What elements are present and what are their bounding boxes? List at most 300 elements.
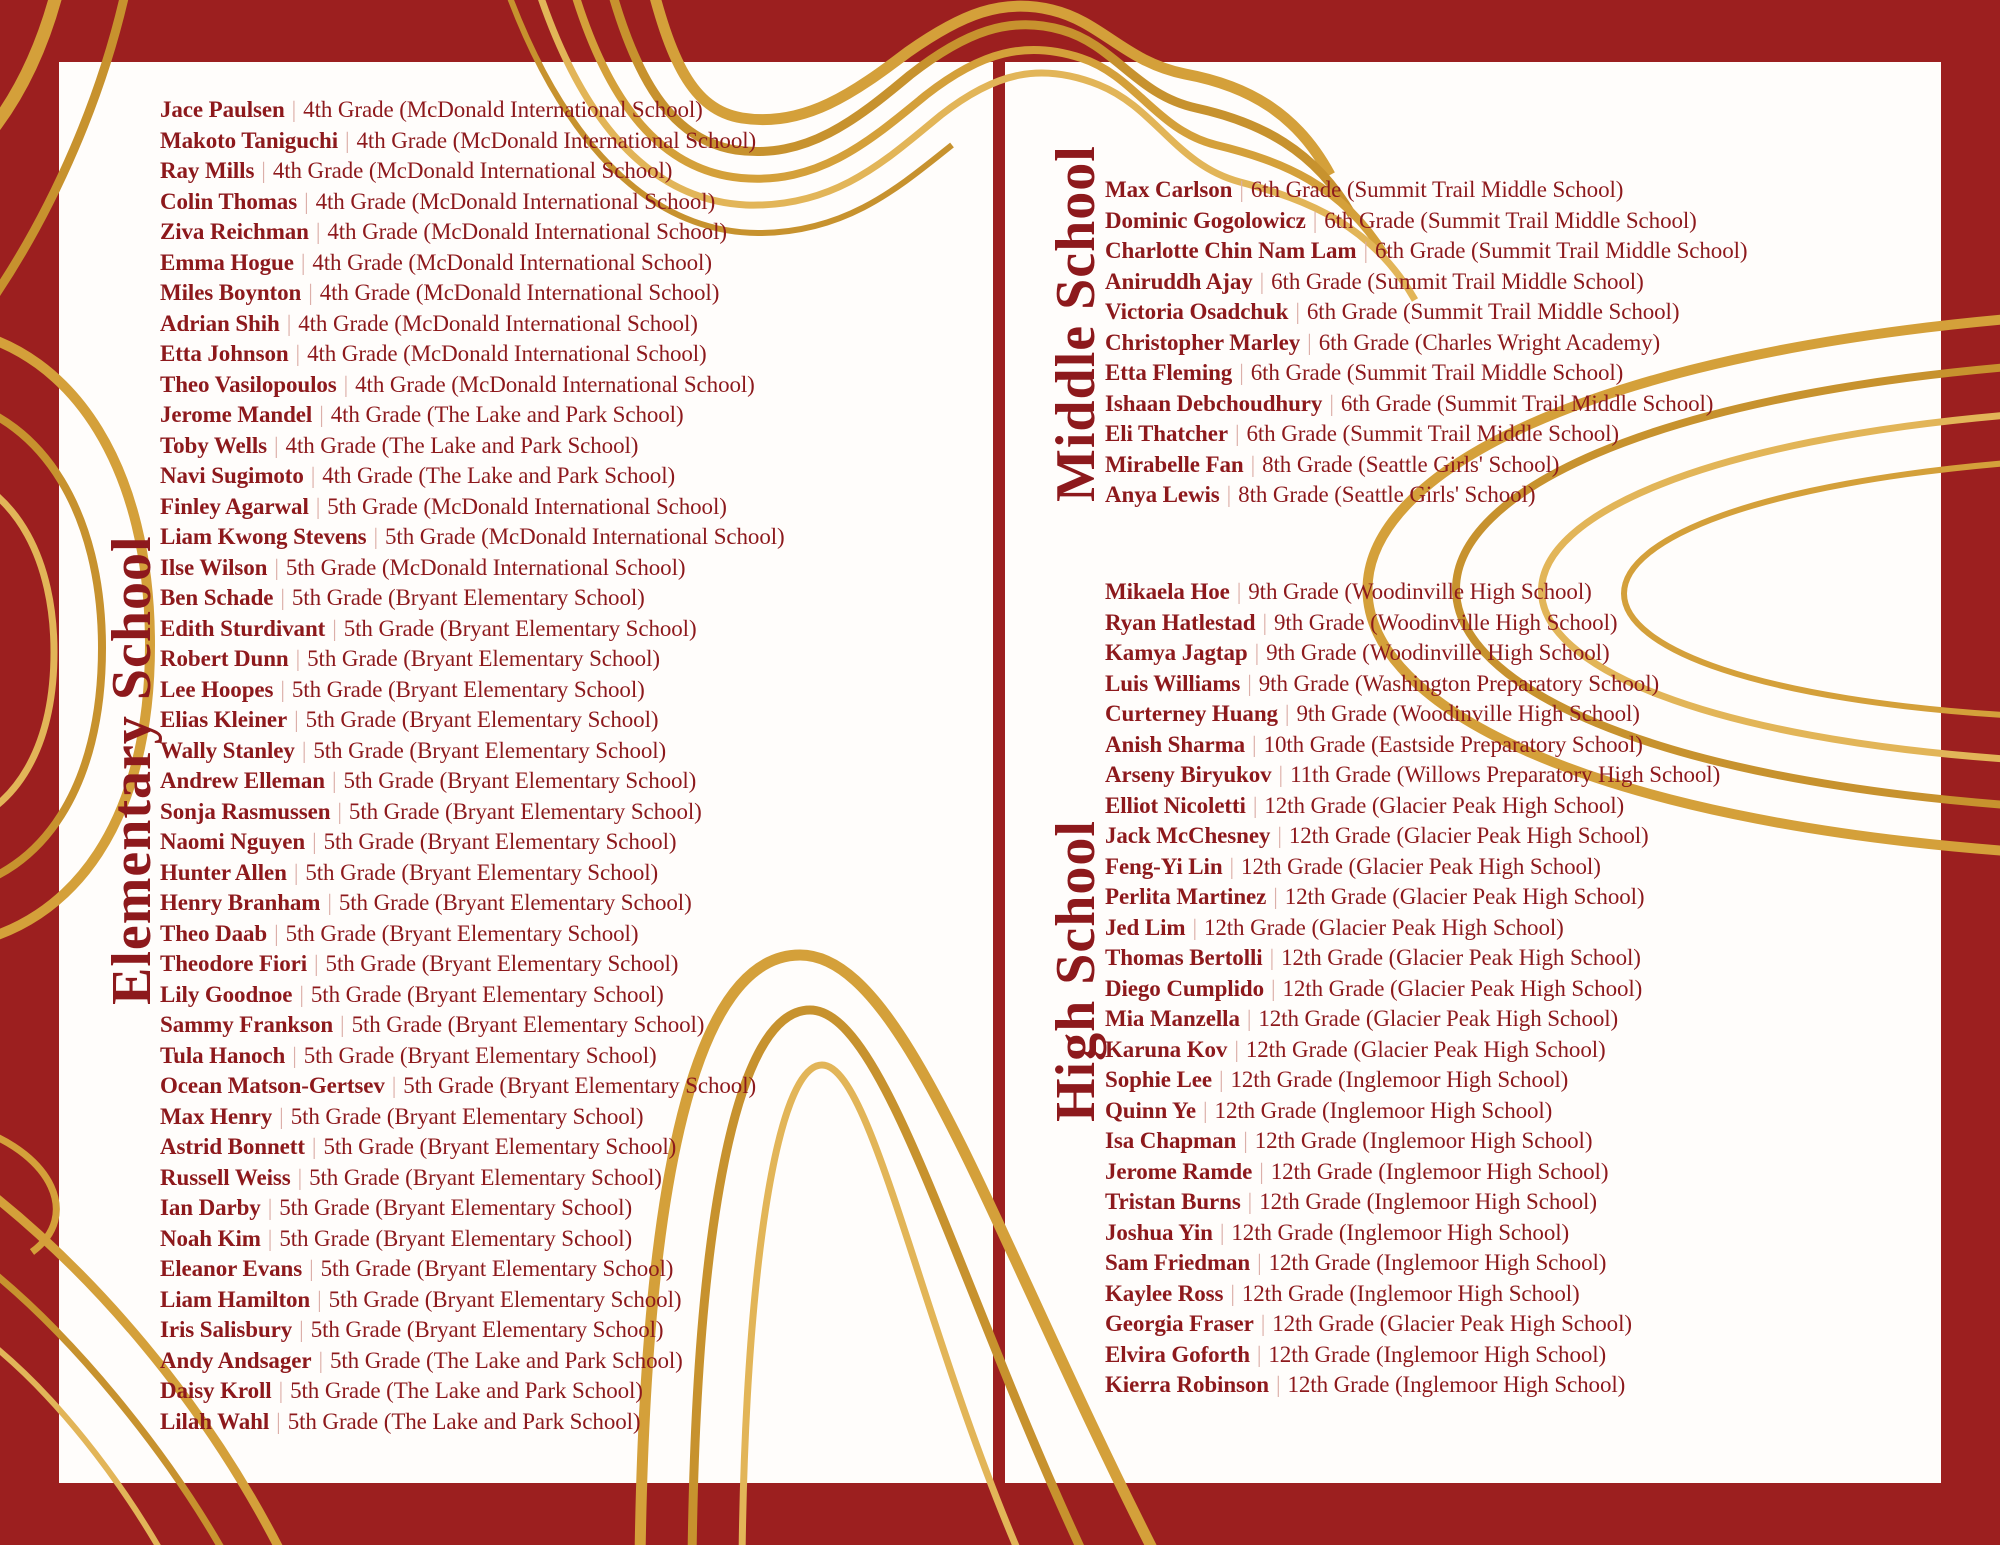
middle-student-list [1105, 175, 1747, 511]
student-row [1105, 730, 1720, 761]
student-grade-school: 5th Grade (The Lake and Park School) [290, 1378, 643, 1403]
student-name: Joshua Yin [1105, 1219, 1213, 1245]
name-detail-separator: | [299, 981, 304, 1007]
name-detail-separator: | [292, 1042, 297, 1068]
student-grade-school: 5th Grade (Bryant Elementary School) [279, 1195, 633, 1220]
student-row [1105, 419, 1747, 450]
student-row [1105, 791, 1720, 822]
student-name: Kierra Robinson [1105, 1372, 1269, 1397]
student-name: Charlotte Chin Nam Lam [1105, 238, 1357, 263]
student-row [160, 522, 785, 553]
student-grade-school: 12th Grade (Inglemoor High School) [1259, 1189, 1597, 1214]
name-detail-separator: | [1277, 823, 1282, 848]
name-detail-separator: | [1239, 177, 1244, 202]
student-grade-school: 5th Grade (Bryant Elementary School) [290, 1103, 644, 1129]
student-grade-school: 12th Grade (Inglemoor High School) [1214, 1097, 1553, 1123]
name-detail-separator: | [1252, 731, 1257, 757]
student-grade-school: 5th Grade (Bryant Elementary School) [285, 920, 639, 946]
student-name: Etta Johnson [160, 341, 289, 366]
name-detail-separator: | [332, 615, 337, 641]
student-grade-school: 5th Grade (Bryant Elementary School) [343, 768, 697, 793]
student-name: Mirabelle Fan [1105, 451, 1244, 477]
student-grade-school: 4th Grade (McDonald International School) [315, 188, 716, 214]
name-detail-separator: | [1284, 701, 1290, 726]
name-detail-separator: | [1246, 1006, 1252, 1031]
name-detail-separator: | [1254, 640, 1260, 665]
student-row [160, 949, 785, 980]
name-detail-separator: | [274, 920, 279, 946]
student-grade-school: 5th Grade (Bryant Elementary School) [313, 737, 667, 763]
name-detail-separator: | [1257, 1250, 1262, 1275]
student-grade-school: 5th Grade (Bryant Elementary School) [291, 585, 645, 610]
name-detail-separator: | [373, 524, 379, 549]
student-name: Ben Schade [160, 585, 274, 610]
student-name: Anya Lewis [1105, 482, 1220, 507]
student-grade-school: 5th Grade (The Lake and Park School) [287, 1408, 641, 1434]
student-grade-school: 12th Grade (Inglemoor High School) [1231, 1219, 1570, 1245]
name-detail-separator: | [299, 1317, 304, 1342]
student-row [1105, 1065, 1720, 1096]
student-row [1105, 267, 1747, 298]
name-detail-separator: | [278, 1378, 284, 1403]
name-detail-separator: | [315, 493, 321, 519]
name-detail-separator: | [1307, 329, 1312, 355]
student-row [160, 583, 785, 614]
student-name: Henry Branham [160, 890, 321, 915]
student-row [160, 888, 785, 919]
student-name: Max Carlson [1105, 177, 1233, 202]
student-name: Theodore Fiori [160, 951, 308, 976]
student-name: Colin Thomas [160, 188, 298, 214]
name-detail-separator: | [314, 951, 319, 976]
name-detail-separator: | [1234, 1036, 1239, 1062]
name-detail-separator: | [318, 1347, 323, 1373]
student-row [160, 1010, 785, 1041]
name-detail-separator: | [294, 707, 299, 732]
name-detail-separator: | [309, 1256, 314, 1281]
student-row [1105, 175, 1747, 206]
student-row [160, 919, 785, 950]
student-grade-school: 5th Grade (Bryant Elementary School) [310, 1317, 664, 1342]
student-row [160, 797, 785, 828]
student-grade-school: 9th Grade (Woodinville High School) [1274, 609, 1618, 635]
name-detail-separator: | [1312, 207, 1318, 233]
name-detail-separator: | [1236, 579, 1242, 604]
student-name: Elliot Nicoletti [1105, 792, 1246, 818]
name-detail-separator: | [301, 737, 307, 763]
student-name: Noah Kim [160, 1225, 261, 1251]
student-grade-school: 12th Grade (Glacier Peak High School) [1241, 853, 1601, 879]
student-name: Kamya Jagtap [1105, 640, 1248, 665]
student-row [1105, 577, 1720, 608]
name-detail-separator: | [1218, 1067, 1224, 1092]
name-detail-separator: | [1273, 884, 1278, 909]
student-grade-school: 5th Grade (Bryant Elementary School) [328, 1286, 682, 1312]
student-grade-school: 5th Grade (The Lake and Park School) [329, 1347, 683, 1373]
student-grade-school: 5th Grade (Bryant Elementary School) [291, 676, 645, 702]
name-detail-separator: | [1239, 360, 1244, 385]
student-name: Lilah Wahl [160, 1408, 270, 1434]
student-grade-school: 5th Grade (Bryant Elementary School) [310, 981, 664, 1007]
student-name: Luis Williams [1105, 670, 1241, 696]
student-row [160, 1346, 785, 1377]
student-grade-school: 5th Grade (Bryant Elementary School) [351, 1012, 705, 1037]
student-name: Tristan Burns [1105, 1189, 1241, 1214]
student-name: Arseny Biryukov [1105, 762, 1272, 787]
student-grade-school: 12th Grade (Glacier Peak High School) [1245, 1036, 1606, 1062]
name-detail-separator: | [1229, 853, 1235, 879]
student-name: Jack McChesney [1105, 823, 1271, 848]
student-grade-school: 12th Grade (Glacier Peak High School) [1258, 1006, 1619, 1031]
student-row [160, 461, 785, 492]
student-row [160, 705, 785, 736]
student-name: Lily Goodnoe [160, 981, 293, 1007]
student-name: Liam Kwong Stevens [160, 524, 367, 549]
name-detail-separator: | [295, 341, 301, 366]
student-row [1105, 943, 1720, 974]
student-row [160, 156, 785, 187]
student-name: Diego Cumplido [1105, 975, 1264, 1001]
name-detail-separator: | [291, 97, 297, 122]
student-row [1105, 638, 1720, 669]
student-row [160, 1285, 785, 1316]
student-grade-school: 4th Grade (McDonald International School) [307, 341, 707, 366]
name-detail-separator: | [304, 188, 309, 214]
student-grade-school: 12th Grade (Glacier Peak High School) [1288, 823, 1649, 848]
student-row [160, 1254, 785, 1285]
student-grade-school: 5th Grade (McDonald International School) [385, 524, 785, 549]
student-grade-school: 4th Grade (McDonald International School) [303, 97, 703, 122]
student-name: Iris Salisbury [160, 1317, 293, 1342]
student-name: Miles Boynton [160, 280, 302, 305]
student-grade-school: 4th Grade (McDonald International School) [272, 158, 673, 183]
name-detail-separator: | [1230, 1280, 1235, 1306]
student-name: Naomi Nguyen [160, 829, 306, 854]
student-grade-school: 6th Grade (Summit Trail Middle School) [1250, 177, 1624, 202]
student-grade-school: 4th Grade (The Lake and Park School) [285, 432, 639, 458]
student-row [1105, 1187, 1720, 1218]
student-row [160, 278, 785, 309]
student-grade-school: 5th Grade (McDonald International School) [285, 554, 686, 580]
student-name: Dominic Gogolowicz [1105, 207, 1306, 233]
student-row [1105, 236, 1747, 267]
student-row [160, 492, 785, 523]
name-detail-separator: | [297, 1164, 303, 1190]
name-detail-separator: | [279, 1103, 284, 1129]
student-name: Aniruddh Ajay [1105, 268, 1253, 294]
name-detail-separator: | [340, 1012, 345, 1037]
student-name: Kaylee Ross [1105, 1280, 1224, 1306]
student-name: Ray Mills [160, 158, 255, 183]
student-row [160, 1224, 785, 1255]
student-row [160, 858, 785, 889]
student-grade-school: 4th Grade (The Lake and Park School) [322, 463, 676, 488]
name-detail-separator: | [1259, 1158, 1264, 1184]
student-row [1105, 1035, 1720, 1066]
student-grade-school: 6th Grade (Summit Trail Middle School) [1246, 421, 1619, 446]
student-name: Ishaan Debchoudhury [1105, 390, 1323, 416]
student-row [1105, 608, 1720, 639]
student-name: Navi Sugimoto [160, 463, 304, 488]
name-detail-separator: | [1259, 268, 1265, 294]
student-name: Tula Hanoch [160, 1042, 286, 1068]
student-name: Isa Chapman [1105, 1128, 1237, 1153]
student-name: Eleanor Evans [160, 1256, 303, 1281]
student-name: Jed Lim [1105, 914, 1186, 940]
name-detail-separator: | [310, 463, 316, 488]
student-row [160, 614, 785, 645]
student-row [160, 1376, 785, 1407]
name-detail-separator: | [1192, 914, 1197, 940]
name-detail-separator: | [1250, 451, 1256, 477]
name-detail-separator: | [319, 402, 324, 427]
student-grade-school: 6th Grade (Summit Trail Middle School) [1306, 299, 1680, 324]
student-row [1105, 974, 1720, 1005]
student-grade-school: 5th Grade (Bryant Elementary School) [323, 829, 677, 854]
student-grade-school: 5th Grade (Bryant Elementary School) [338, 890, 692, 915]
student-name: Emma Hogue [160, 249, 294, 275]
name-detail-separator: | [1363, 238, 1368, 263]
name-detail-separator: | [1219, 1219, 1225, 1245]
student-row [160, 1193, 785, 1224]
student-grade-school: 8th Grade (Seattle Girls' School) [1262, 451, 1560, 477]
student-grade-school: 9th Grade (Woodinville High School) [1266, 640, 1610, 665]
student-row [160, 309, 785, 340]
student-row [1105, 358, 1747, 389]
name-detail-separator: | [1270, 975, 1276, 1001]
name-detail-separator: | [327, 890, 332, 915]
high-student-list [1105, 577, 1720, 1401]
name-detail-separator: | [1295, 299, 1300, 324]
student-grade-school: 6th Grade (Summit Trail Middle School) [1374, 238, 1748, 263]
student-grade-school: 9th Grade (Woodinville High School) [1248, 579, 1592, 604]
student-row [160, 1163, 785, 1194]
student-name: Eli Thatcher [1105, 421, 1228, 446]
name-detail-separator: | [267, 1225, 273, 1251]
name-detail-separator: | [1256, 1341, 1262, 1367]
student-row [1105, 206, 1747, 237]
student-grade-school: 6th Grade (Summit Trail Middle School) [1324, 207, 1697, 233]
student-grade-school: 4th Grade (McDonald International School) [312, 249, 712, 275]
student-name: Mia Manzella [1105, 1006, 1240, 1031]
elementary-student-list [160, 95, 785, 1437]
student-grade-school: 4th Grade (McDonald International School) [355, 371, 755, 397]
student-name: Russell Weiss [160, 1164, 291, 1190]
student-name: Lee Hoopes [160, 676, 274, 702]
student-grade-school: 5th Grade (Bryant Elementary School) [279, 1225, 633, 1251]
student-row [1105, 1218, 1720, 1249]
name-detail-separator: | [331, 768, 337, 793]
student-row [160, 1102, 785, 1133]
student-row [1105, 1157, 1720, 1188]
student-name: Karuna Kov [1105, 1036, 1228, 1062]
student-grade-school: 5th Grade (Bryant Elementary School) [305, 859, 659, 885]
student-row [160, 339, 785, 370]
student-row [160, 126, 785, 157]
name-detail-separator: | [280, 585, 285, 610]
student-grade-school: 5th Grade (McDonald International School) [327, 493, 727, 519]
student-name: Theo Vasilopoulos [160, 371, 337, 397]
student-row [160, 187, 785, 218]
student-row [160, 644, 785, 675]
student-name: Andrew Elleman [160, 768, 325, 793]
student-row [1105, 1096, 1720, 1127]
name-detail-separator: | [1269, 945, 1275, 970]
gold-left-ring-icon [0, 470, 54, 828]
student-row [160, 980, 785, 1011]
student-name: Ziva Reichman [160, 219, 309, 244]
name-detail-separator: | [1278, 762, 1284, 787]
name-detail-separator: | [300, 249, 306, 275]
column-divider [993, 62, 1005, 1483]
student-grade-school: 5th Grade (Bryant Elementary School) [309, 1164, 662, 1190]
student-name: Wally Stanley [160, 737, 295, 763]
student-row [1105, 1279, 1720, 1310]
name-detail-separator: | [1252, 792, 1258, 818]
student-grade-school: 12th Grade (Glacier Peak High School) [1203, 914, 1564, 940]
name-detail-separator: | [345, 127, 350, 153]
name-detail-separator: | [261, 158, 266, 183]
student-row [160, 766, 785, 797]
student-row [1105, 450, 1747, 481]
student-grade-school: 5th Grade (Bryant Elementary School) [325, 951, 679, 976]
student-grade-school: 12th Grade (Glacier Peak High School) [1281, 945, 1641, 970]
student-grade-school: 5th Grade (Bryant Elementary School) [343, 615, 697, 641]
student-name: Anish Sharma [1105, 731, 1246, 757]
student-name: Mikaela Hoe [1105, 579, 1230, 604]
student-name: Theo Daab [160, 920, 268, 946]
gold-bottomleft-hook-icon [0, 1130, 56, 1252]
student-grade-school: 5th Grade (Bryant Elementary School) [323, 1134, 677, 1159]
student-name: Edith Sturdivant [160, 615, 326, 641]
student-row [160, 370, 785, 401]
student-row [1105, 297, 1747, 328]
student-row [160, 400, 785, 431]
student-row [1105, 760, 1720, 791]
student-name: Toby Wells [160, 432, 268, 458]
student-name: Curterney Huang [1105, 701, 1278, 726]
student-row [1105, 852, 1720, 883]
name-detail-separator: | [276, 1408, 281, 1434]
name-detail-separator: | [1226, 482, 1232, 507]
student-row [1105, 1248, 1720, 1279]
student-name: Hunter Allen [160, 859, 287, 885]
student-name: Etta Fleming [1105, 360, 1233, 385]
student-name: Ryan Hatlestad [1105, 609, 1256, 635]
student-row [160, 736, 785, 767]
student-row [160, 553, 785, 584]
name-detail-separator: | [1275, 1372, 1281, 1397]
student-grade-school: 6th Grade (Summit Trail Middle School) [1250, 360, 1624, 385]
name-detail-separator: | [1203, 1097, 1208, 1123]
student-grade-school: 12th Grade (Inglemoor High School) [1268, 1250, 1607, 1275]
student-grade-school: 12th Grade (Inglemoor High School) [1230, 1067, 1569, 1092]
student-row [1105, 389, 1747, 420]
student-name: Jerome Mandel [160, 402, 313, 427]
student-row [160, 1071, 785, 1102]
student-name: Liam Hamilton [160, 1286, 311, 1312]
student-grade-school: 9th Grade (Woodinville High School) [1296, 701, 1640, 726]
student-grade-school: 5th Grade (Bryant Elementary School) [348, 798, 702, 824]
name-detail-separator: | [337, 798, 342, 824]
student-name: Ilse Wilson [160, 554, 268, 580]
student-row [160, 1315, 785, 1346]
student-row [1105, 1340, 1720, 1371]
student-name: Sophie Lee [1105, 1067, 1212, 1092]
name-detail-separator: | [315, 219, 321, 244]
student-name: Elvira Goforth [1105, 1341, 1250, 1367]
student-grade-school: 12th Grade (Glacier Peak High School) [1282, 975, 1643, 1001]
student-name: Max Henry [160, 1103, 273, 1129]
student-grade-school: 12th Grade (Glacier Peak High School) [1264, 792, 1625, 818]
student-grade-school: 4th Grade (McDonald International School) [298, 310, 698, 336]
name-detail-separator: | [280, 676, 285, 702]
name-detail-separator: | [343, 371, 349, 397]
name-detail-separator: | [267, 1195, 273, 1220]
student-name: Makoto Taniguchi [160, 127, 338, 153]
student-grade-school: 12th Grade (Inglemoor High School) [1241, 1280, 1580, 1306]
student-row [160, 217, 785, 248]
student-name: Sonja Rasmussen [160, 798, 331, 824]
student-name: Ian Darby [160, 1195, 261, 1220]
name-detail-separator: | [317, 1286, 322, 1312]
student-name: Robert Dunn [160, 646, 289, 671]
student-grade-school: 12th Grade (Glacier Peak High School) [1284, 884, 1645, 909]
name-detail-separator: | [293, 859, 299, 885]
student-row [1105, 669, 1720, 700]
student-grade-school: 10th Grade (Eastside Preparatory School) [1263, 731, 1643, 757]
student-grade-school: 9th Grade (Washington Preparatory School) [1258, 670, 1660, 696]
name-detail-separator: | [295, 646, 301, 671]
student-name: Sammy Frankson [160, 1012, 334, 1037]
student-name: Astrid Bonnett [160, 1134, 305, 1159]
student-row [160, 827, 785, 858]
name-detail-separator: | [274, 554, 279, 580]
student-row [160, 675, 785, 706]
student-name: Thomas Bertolli [1105, 945, 1263, 970]
student-grade-school: 12th Grade (Inglemoor High School) [1287, 1372, 1626, 1397]
student-row [1105, 1370, 1720, 1401]
student-row [1105, 882, 1720, 913]
student-name: Andy Andsager [160, 1347, 312, 1373]
section-title-elementary-school: Elementary School [101, 535, 163, 1005]
student-name: Sam Friedman [1105, 1250, 1251, 1275]
name-detail-separator: | [1247, 670, 1252, 696]
student-name: Elias Kleiner [160, 707, 288, 732]
student-grade-school: 8th Grade (Seattle Girls' School) [1238, 482, 1536, 507]
student-row [1105, 1126, 1720, 1157]
student-row [160, 95, 785, 126]
name-detail-separator: | [1247, 1189, 1253, 1214]
student-name: Feng-Yi Lin [1105, 853, 1223, 879]
student-row [1105, 480, 1747, 511]
student-row [1105, 328, 1747, 359]
name-detail-separator: | [1234, 421, 1240, 446]
student-grade-school: 5th Grade (Bryant Elementary School) [303, 1042, 657, 1068]
name-detail-separator: | [308, 280, 313, 305]
name-detail-separator: | [1260, 1311, 1266, 1336]
student-row [1105, 1309, 1720, 1340]
student-grade-school: 4th Grade (McDonald International School) [327, 219, 727, 244]
student-grade-school: 11th Grade (Willows Preparatory High School) [1290, 762, 1721, 787]
section-title-high-school: High School [1045, 820, 1107, 1122]
name-detail-separator: | [391, 1073, 397, 1098]
student-grade-school: 4th Grade (The Lake and Park School) [330, 402, 684, 427]
student-grade-school: 12th Grade (Inglemoor High School) [1270, 1158, 1609, 1184]
student-row [160, 1407, 785, 1438]
student-grade-school: 5th Grade (Bryant Elementary School) [403, 1073, 757, 1098]
student-name: Quinn Ye [1105, 1097, 1197, 1123]
